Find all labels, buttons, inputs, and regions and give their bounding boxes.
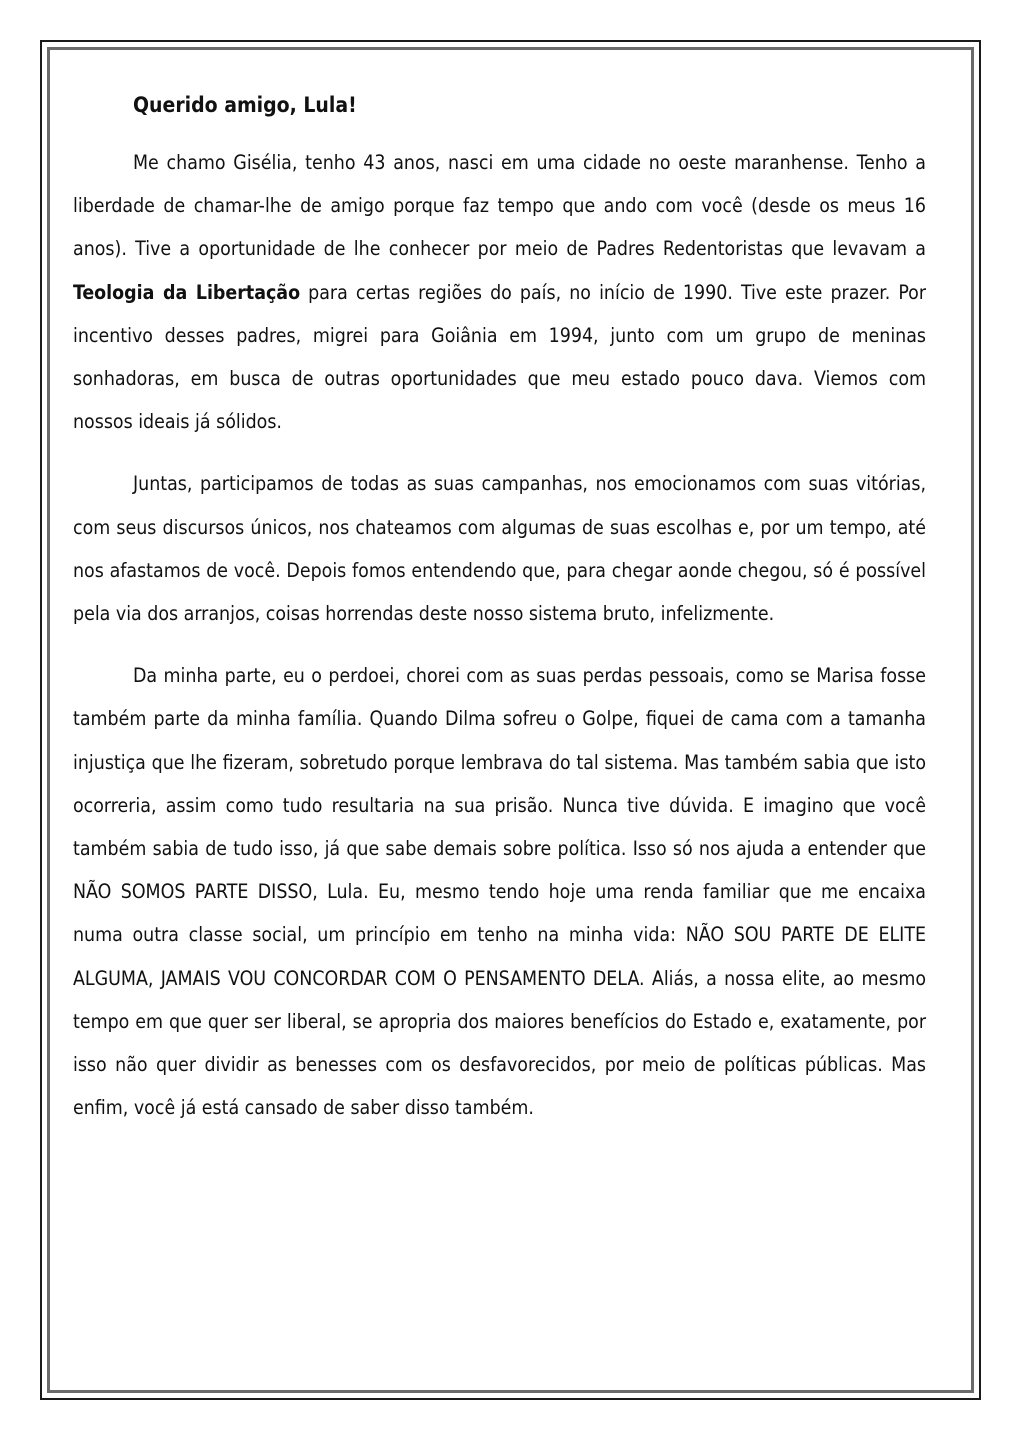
paragraph-2: Juntas, participamos de todas as suas campanhas, nos emocionamos com suas vitórias, com seus discursos únicos, nos chateamos com algumas de suas escolhas e, por um tempo, até nos afastamos de você. Depois fomos entendendo que, para chegar aonde chegou, só é possível pela via dos arranjos, coisas horrendas deste nosso sistema bruto, infelizmente. <box>73 472 926 626</box>
letter-greeting: Querido amigo, Lula! <box>133 93 357 117</box>
paragraph-1 <box>73 141 926 443</box>
paragraph-1-text-before: Me chamo Gisélia, tenho 43 anos, nasci em uma cidade no oeste maranhense. Tenho a liberdade de chamar-lhe de amigo porque faz tempo que ando com você (desde os meus 16 anos). Tive a oportunidade de lhe conhecer por meio de Padres Redentoristas que levavam a <box>73 151 926 261</box>
paragraph-3: Da minha parte, eu o perdoei, chorei com as suas perdas pessoais, como se Marisa fosse também parte da minha família. Quando Dilma sofreu o Golpe, fiquei de cama com a tamanha injustiça que lhe fizeram, sobretudo porque lembrava do tal sistema. Mas também sabia que isto ocorreria, assim como tudo resultaria na sua prisão. Nunca tive dúvida. E imagino que você também sabia de tudo isso, já que sabe demais sobre política. Isso só nos ajuda a entender que NÃO SOMOS PARTE DISSO, Lula. Eu, mesmo tendo hoje uma renda familiar que me encaixa numa outra classe social, um princípio em tenho na minha vida: NÃO SOU PARTE DE ELITE ALGUMA, JAMAIS VOU CONCORDAR COM O PENSAMENTO DELA. Aliás, a nossa elite, ao mesmo tempo em que quer ser liberal, se apropria dos maiores benefícios do Estado e, exatamente, por isso não quer dividir as benesses com os desfavorecidos, por meio de políticas públicas. Mas enfim, você já está cansado de saber disso também. <box>73 664 926 1120</box>
paragraph-1-text-after: para certas regiões do país, no início de 1990. Tive este prazer. Por incentivo desses padres, migrei para Goiânia em 1994, junto com um grupo de meninas sonhadoras, em busca de outras oportunidades que meu estado pouco dava. Viemos com nossos ideais já sólidos. <box>73 280 926 434</box>
letter-body <box>73 84 926 1148</box>
paragraph-1-bold-phrase: Teologia da Libertação <box>73 280 301 304</box>
